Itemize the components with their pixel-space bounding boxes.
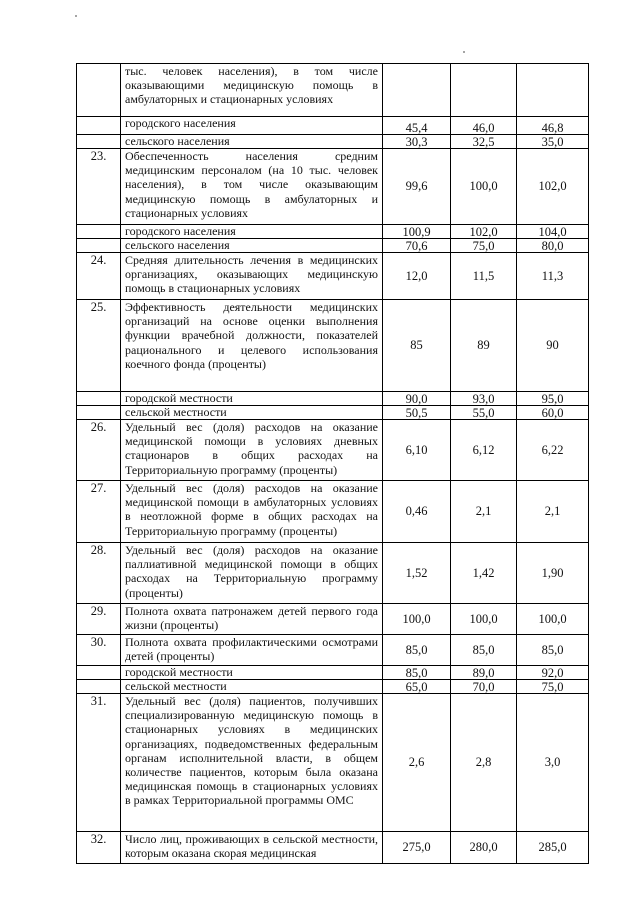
row-number: 29. [77,604,121,635]
value-col-1: 2,6 [383,694,451,832]
value-col-1: 85 [383,300,451,392]
value-col-1: 85,0 [383,666,451,680]
value-col-2: 102,0 [451,225,517,239]
scan-speck [463,51,465,53]
row-number: 23. [77,149,121,225]
value-col-3: 90 [517,300,589,392]
table-row [77,300,589,392]
row-number: 26. [77,420,121,481]
value-col-3: 60,0 [517,406,589,420]
value-col-2: 85,0 [451,635,517,666]
value-col-2: 1,42 [451,543,517,604]
value-col-2: 32,5 [451,135,517,149]
row-number [77,117,121,135]
row-number [77,392,121,406]
value-col-1: 90,0 [383,392,451,406]
indicator-name: тыс. человек населения), в том числе оказывающими медицинскую помощь в амбулаторных и стационарных условиях [121,64,383,117]
row-number: 30. [77,635,121,666]
value-col-2: 280,0 [451,832,517,864]
value-col-2: 100,0 [451,604,517,635]
value-col-3: 95,0 [517,392,589,406]
value-col-1: 45,4 [383,117,451,135]
indicator-name: городского населения [121,117,383,135]
row-number [77,680,121,694]
table-row [77,604,589,635]
value-col-1: 100,0 [383,604,451,635]
value-col-3: 6,22 [517,420,589,481]
value-col-3: 104,0 [517,225,589,239]
table-row [77,117,589,135]
table-row [77,149,589,225]
table-row [77,635,589,666]
table-row [77,543,589,604]
row-number: 28. [77,543,121,604]
value-col-1: 0,46 [383,481,451,543]
value-col-2: 70,0 [451,680,517,694]
value-col-3: 35,0 [517,135,589,149]
indicator-name: Полнота охвата профилактическими осмотрами детей (проценты) [121,635,383,666]
indicator-name: Полнота охвата патронажем детей первого года жизни (проценты) [121,604,383,635]
row-number: 31. [77,694,121,832]
value-col-3: 11,3 [517,253,589,300]
indicator-name: Удельный вес (доля) расходов на оказание медицинской помощи в условиях дневных стационаров в общих расходах на Территориальную программу (проценты) [121,420,383,481]
indicators-table [76,63,589,864]
table-row [77,420,589,481]
indicator-name: Удельный вес (доля) расходов на оказание медицинской помощи в амбулаторных условиях в неотложной форме в общих расходах на Территориальную программу (проценты) [121,481,383,543]
indicator-name: городской местности [121,666,383,680]
table-row [77,406,589,420]
value-col-1: 1,52 [383,543,451,604]
scan-speck [75,15,77,17]
value-col-1: 6,10 [383,420,451,481]
value-col-1: 65,0 [383,680,451,694]
value-col-3: 80,0 [517,239,589,253]
value-col-3: 46,8 [517,117,589,135]
value-col-2: 11,5 [451,253,517,300]
value-col-2: 46,0 [451,117,517,135]
row-number: 24. [77,253,121,300]
row-number [77,406,121,420]
row-number: 27. [77,481,121,543]
value-col-3: 2,1 [517,481,589,543]
table-row [77,694,589,832]
value-col-1: 99,6 [383,149,451,225]
value-col-1: 12,0 [383,253,451,300]
value-col-2: 89,0 [451,666,517,680]
table-row [77,680,589,694]
value-col-1 [383,64,451,117]
indicator-name: Число лиц, проживающих в сельской местности, которым оказана скорая медицинская [121,832,383,864]
table-row [77,666,589,680]
value-col-3 [517,64,589,117]
value-col-3: 285,0 [517,832,589,864]
value-col-1: 50,5 [383,406,451,420]
row-number [77,666,121,680]
value-col-2: 2,8 [451,694,517,832]
indicator-name: сельского населения [121,135,383,149]
indicator-name: городской местности [121,392,383,406]
table-row [77,135,589,149]
row-number: 32. [77,832,121,864]
indicator-name: Удельный вес (доля) пациентов, получивших специализированную медицинскую помощь в стационарных условиях в медицинских организациях, подведомственных федеральным органам исполнительной власти, в общем количестве пациентов, которым была оказана медицинская помощь в стационарных условиях в рамках Территориальной программы ОМС [121,694,383,832]
table-row [77,239,589,253]
table-row [77,392,589,406]
indicator-name: сельской местности [121,406,383,420]
value-col-3: 3,0 [517,694,589,832]
value-col-2 [451,64,517,117]
indicator-name: Средняя длительность лечения в медицинских организациях, оказывающих медицинскую помощь в стационарных условиях [121,253,383,300]
table-row [77,832,589,864]
value-col-3: 1,90 [517,543,589,604]
value-col-2: 6,12 [451,420,517,481]
indicator-name: Удельный вес (доля) расходов на оказание паллиативной медицинской помощи в общих расходах на Территориальную программу (проценты) [121,543,383,604]
row-number [77,135,121,149]
table-row [77,253,589,300]
value-col-2: 93,0 [451,392,517,406]
value-col-2: 2,1 [451,481,517,543]
row-number: 25. [77,300,121,392]
value-col-3: 75,0 [517,680,589,694]
value-col-2: 89 [451,300,517,392]
value-col-1: 30,3 [383,135,451,149]
value-col-3: 92,0 [517,666,589,680]
value-col-3: 100,0 [517,604,589,635]
indicator-name: сельского населения [121,239,383,253]
value-col-2: 100,0 [451,149,517,225]
row-number [77,64,121,117]
row-number [77,225,121,239]
indicator-name: городского населения [121,225,383,239]
value-col-2: 75,0 [451,239,517,253]
value-col-3: 102,0 [517,149,589,225]
value-col-3: 85,0 [517,635,589,666]
table-row [77,481,589,543]
indicator-name: Обеспеченность населения средним медицинским персоналом (на 10 тыс. человек населения), в том числе оказывающим медицинскую помощь в амбулаторных и стационарных условиях [121,149,383,225]
value-col-2: 55,0 [451,406,517,420]
value-col-1: 70,6 [383,239,451,253]
table-row [77,225,589,239]
row-number [77,239,121,253]
value-col-1: 100,9 [383,225,451,239]
value-col-1: 275,0 [383,832,451,864]
table-row [77,64,589,117]
indicator-name: Эффективность деятельности медицинских организаций на основе оценки выполнения функции врачебной должности, показателей рационального и целевого использования коечного фонда (проценты) [121,300,383,392]
indicator-name: сельской местности [121,680,383,694]
value-col-1: 85,0 [383,635,451,666]
